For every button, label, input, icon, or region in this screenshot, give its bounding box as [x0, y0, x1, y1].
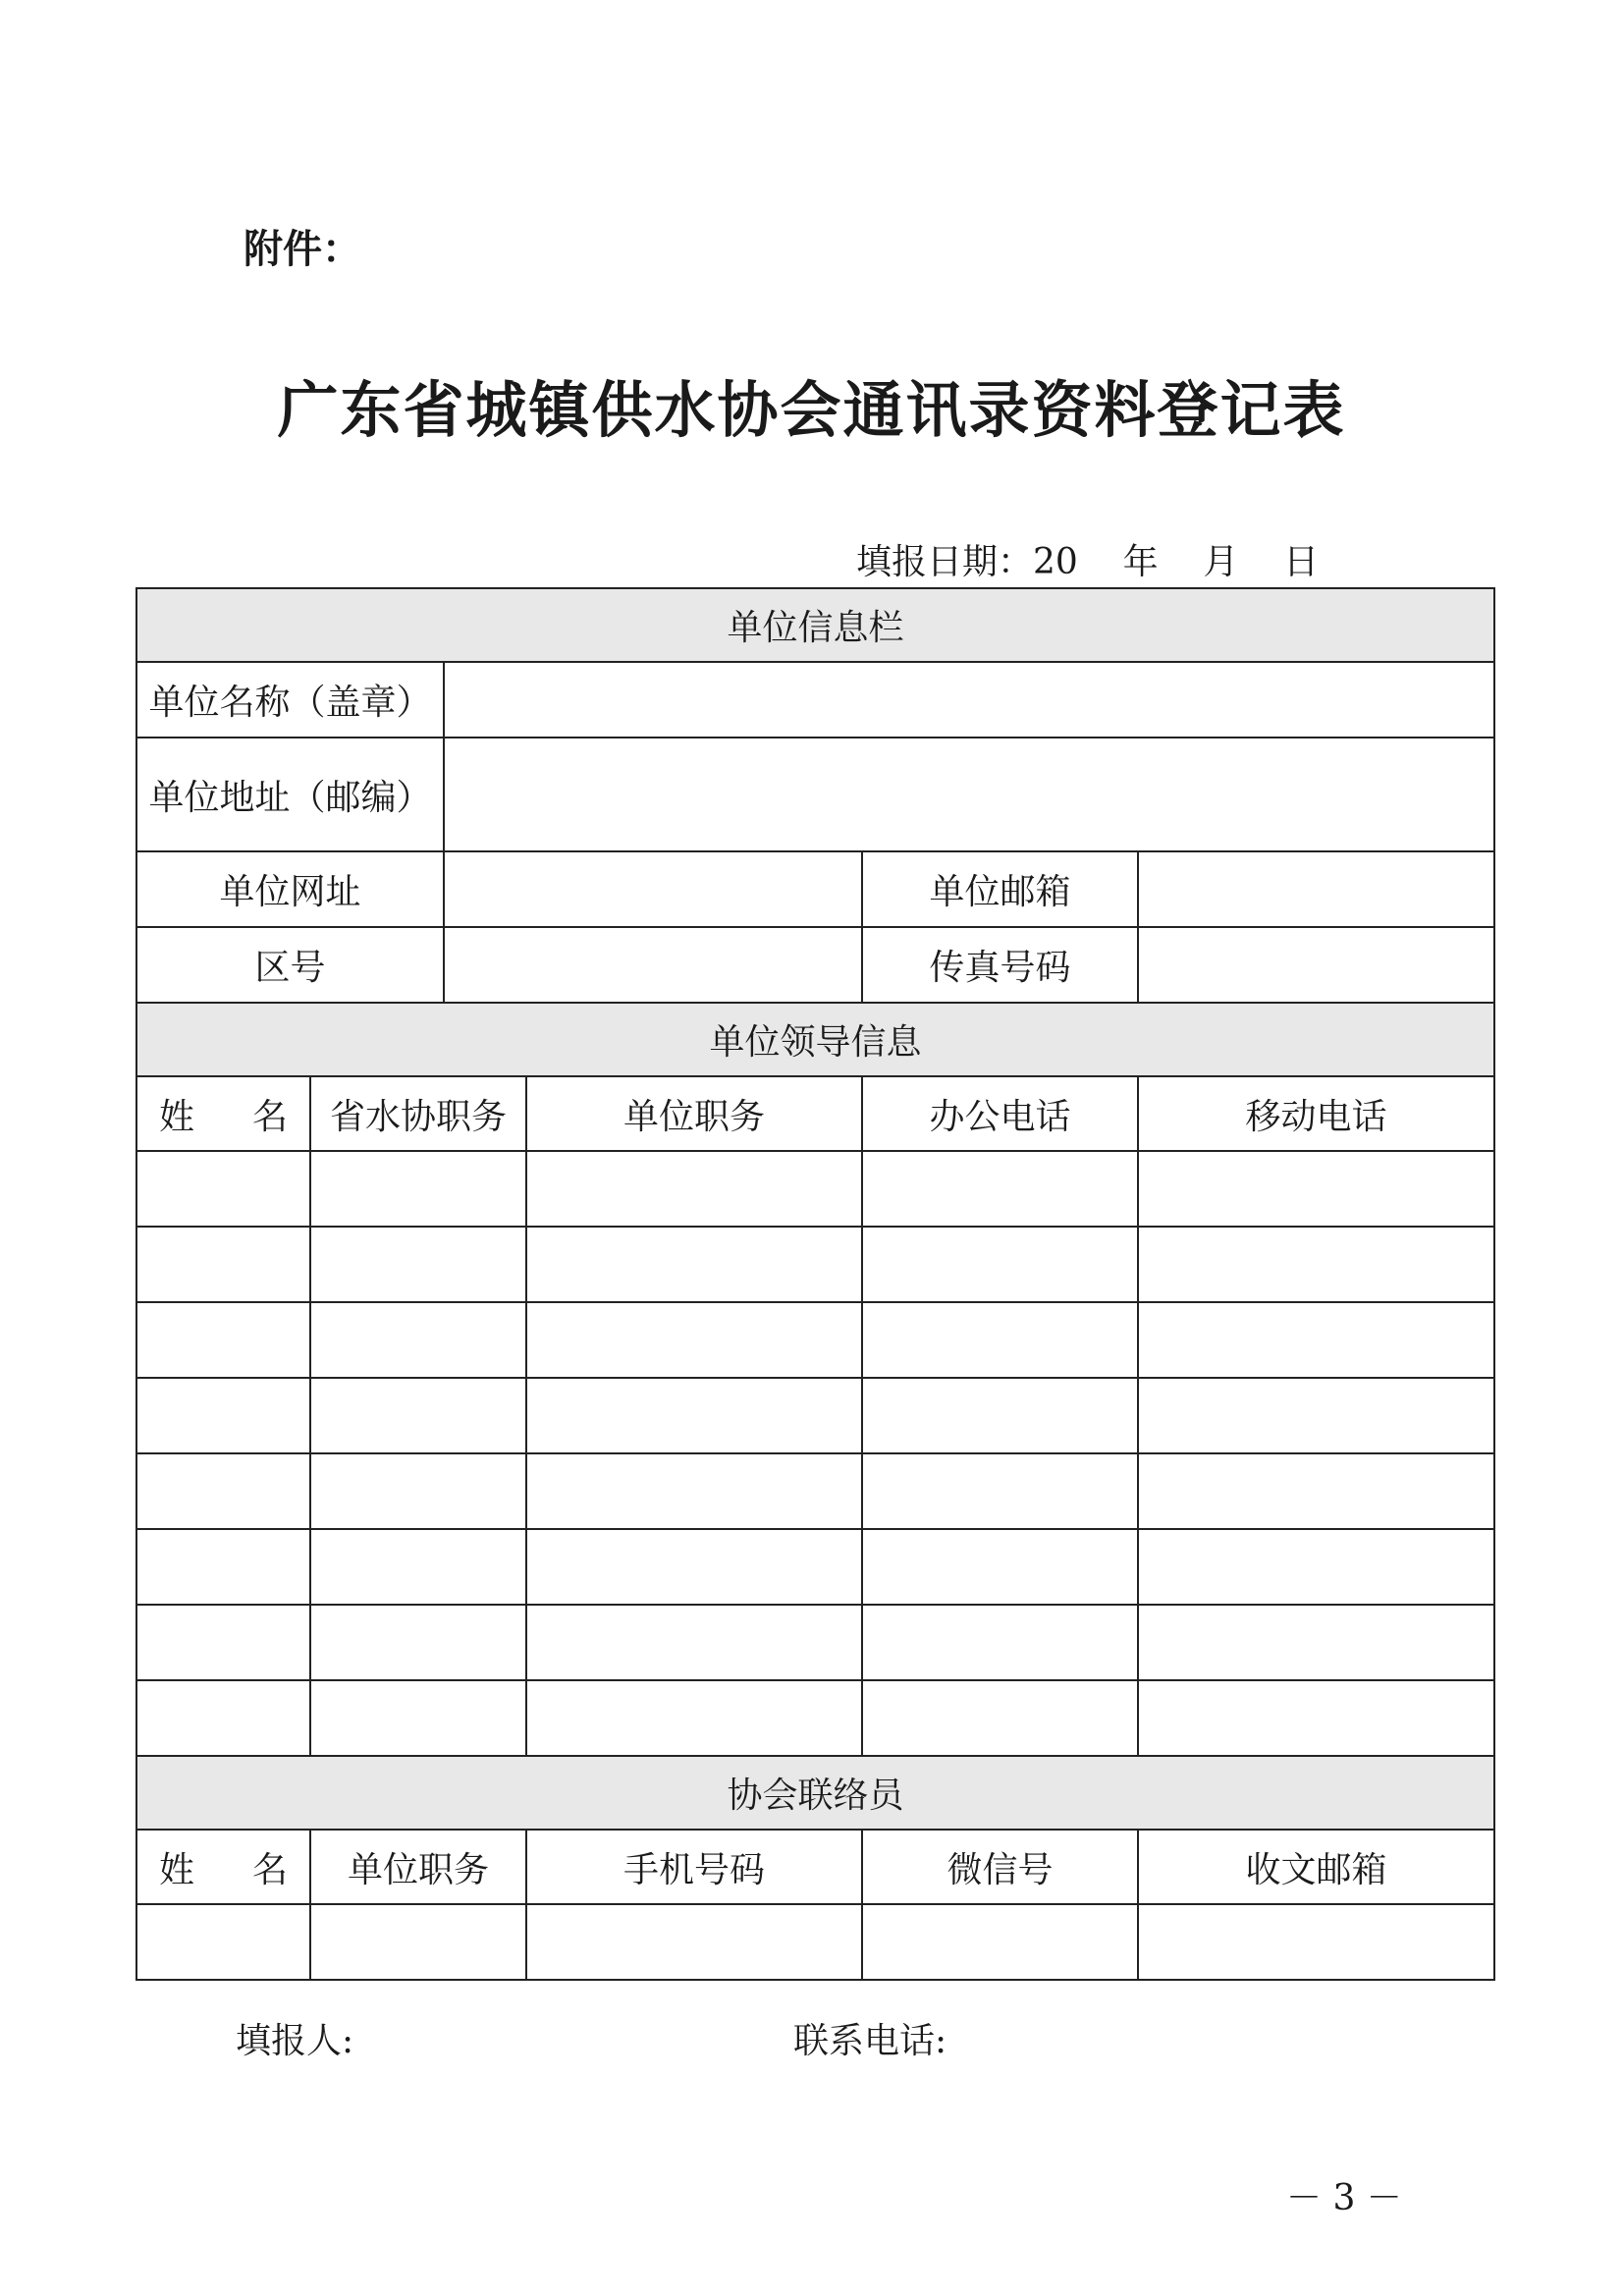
page-title: 广东省城镇供水协会通讯录资料登记表 — [277, 374, 1346, 446]
leader-association-role-cell[interactable] — [310, 1302, 526, 1378]
unit-website-label: 单位网址 — [136, 851, 444, 927]
unit-email-field[interactable] — [1138, 851, 1494, 927]
liaison-header-name-char-1: 姓 — [159, 1849, 195, 1890]
leaders-row — [136, 1378, 1494, 1453]
liaison-unit-role-cell[interactable] — [310, 1904, 526, 1980]
leader-office-phone-cell[interactable] — [862, 1378, 1138, 1453]
registration-form — [135, 587, 1495, 1981]
leader-association-role-cell[interactable] — [310, 1680, 526, 1756]
leaders-row — [136, 1227, 1494, 1302]
leader-mobile-phone-cell[interactable] — [1138, 1453, 1494, 1529]
leader-name-cell[interactable] — [136, 1680, 310, 1756]
leader-association-role-cell[interactable] — [310, 1378, 526, 1453]
liaison-header-name — [136, 1830, 310, 1904]
leaders-row — [136, 1302, 1494, 1378]
leader-name-cell[interactable] — [136, 1151, 310, 1227]
liaison-header-name-char-2: 名 — [251, 1849, 288, 1890]
page-number: － 3 － — [1286, 2178, 1402, 2218]
liaison-name-cell[interactable] — [136, 1904, 310, 1980]
leader-unit-role-cell[interactable] — [526, 1151, 862, 1227]
leader-office-phone-cell[interactable] — [862, 1453, 1138, 1529]
leader-association-role-cell[interactable] — [310, 1453, 526, 1529]
leaders-row — [136, 1605, 1494, 1680]
leader-unit-role-cell[interactable] — [526, 1680, 862, 1756]
leader-association-role-cell[interactable] — [310, 1227, 526, 1302]
unit-info-section-header: 单位信息栏 — [136, 588, 1494, 662]
leaders-header-mobile-phone: 移动电话 — [1138, 1076, 1494, 1151]
unit-name-field[interactable] — [444, 662, 1494, 738]
leader-mobile-phone-cell[interactable] — [1138, 1680, 1494, 1756]
leaders-row — [136, 1151, 1494, 1227]
leader-mobile-phone-cell[interactable] — [1138, 1378, 1494, 1453]
leader-office-phone-cell[interactable] — [862, 1151, 1138, 1227]
leaders-row — [136, 1680, 1494, 1756]
leader-mobile-phone-cell[interactable] — [1138, 1151, 1494, 1227]
liaison-section-header: 协会联络员 — [136, 1756, 1494, 1830]
liaison-header-unit-role: 单位职务 — [310, 1830, 526, 1904]
leader-office-phone-cell[interactable] — [862, 1680, 1138, 1756]
leader-office-phone-cell[interactable] — [862, 1529, 1138, 1605]
unit-address-field[interactable] — [444, 738, 1494, 851]
unit-address-label: 单位地址（邮编） — [136, 738, 444, 851]
leaders-header-name — [136, 1076, 310, 1151]
leader-mobile-phone-cell[interactable] — [1138, 1529, 1494, 1605]
leader-name-cell[interactable] — [136, 1378, 310, 1453]
leaders-section-header: 单位领导信息 — [136, 1003, 1494, 1076]
leader-name-cell[interactable] — [136, 1227, 310, 1302]
unit-website-field[interactable] — [444, 851, 862, 927]
leader-office-phone-cell[interactable] — [862, 1302, 1138, 1378]
leader-unit-role-cell[interactable] — [526, 1605, 862, 1680]
leader-association-role-cell[interactable] — [310, 1529, 526, 1605]
filler-label: 填报人: — [236, 2021, 354, 2061]
liaison-email-cell[interactable] — [1138, 1904, 1494, 1980]
leaders-header-unit-role: 单位职务 — [526, 1076, 862, 1151]
leader-name-cell[interactable] — [136, 1529, 310, 1605]
area-code-field[interactable] — [444, 927, 862, 1003]
leader-association-role-cell[interactable] — [310, 1151, 526, 1227]
leaders-header-office-phone: 办公电话 — [862, 1076, 1138, 1151]
leader-mobile-phone-cell[interactable] — [1138, 1227, 1494, 1302]
leader-office-phone-cell[interactable] — [862, 1605, 1138, 1680]
leaders-row — [136, 1453, 1494, 1529]
date-line: 填报日期：20 年 月 日 — [856, 542, 1320, 582]
leaders-header-association-role: 省水协职务 — [310, 1076, 526, 1151]
leader-unit-role-cell[interactable] — [526, 1453, 862, 1529]
liaison-header-wechat: 微信号 — [862, 1830, 1138, 1904]
liaison-header-mobile: 手机号码 — [526, 1830, 862, 1904]
leader-name-cell[interactable] — [136, 1453, 310, 1529]
unit-name-label: 单位名称（盖章） — [136, 662, 444, 738]
leaders-header-name-char-2: 名 — [251, 1096, 288, 1137]
leader-name-cell[interactable] — [136, 1302, 310, 1378]
liaison-wechat-cell[interactable] — [862, 1904, 1138, 1980]
leader-mobile-phone-cell[interactable] — [1138, 1302, 1494, 1378]
leader-name-cell[interactable] — [136, 1605, 310, 1680]
liaison-row — [136, 1904, 1494, 1980]
liaison-mobile-cell[interactable] — [526, 1904, 862, 1980]
leader-office-phone-cell[interactable] — [862, 1227, 1138, 1302]
contact-phone-label: 联系电话: — [793, 2021, 947, 2061]
fax-field[interactable] — [1138, 927, 1494, 1003]
leader-association-role-cell[interactable] — [310, 1605, 526, 1680]
liaison-header-email: 收文邮箱 — [1138, 1830, 1494, 1904]
leader-unit-role-cell[interactable] — [526, 1529, 862, 1605]
fax-label: 传真号码 — [862, 927, 1138, 1003]
unit-email-label: 单位邮箱 — [862, 851, 1138, 927]
attachment-label: 附件： — [243, 227, 361, 272]
leaders-row — [136, 1529, 1494, 1605]
leader-unit-role-cell[interactable] — [526, 1227, 862, 1302]
leader-mobile-phone-cell[interactable] — [1138, 1605, 1494, 1680]
area-code-label: 区号 — [136, 927, 444, 1003]
leader-unit-role-cell[interactable] — [526, 1378, 862, 1453]
leader-unit-role-cell[interactable] — [526, 1302, 862, 1378]
leaders-header-name-char-1: 姓 — [159, 1096, 195, 1137]
